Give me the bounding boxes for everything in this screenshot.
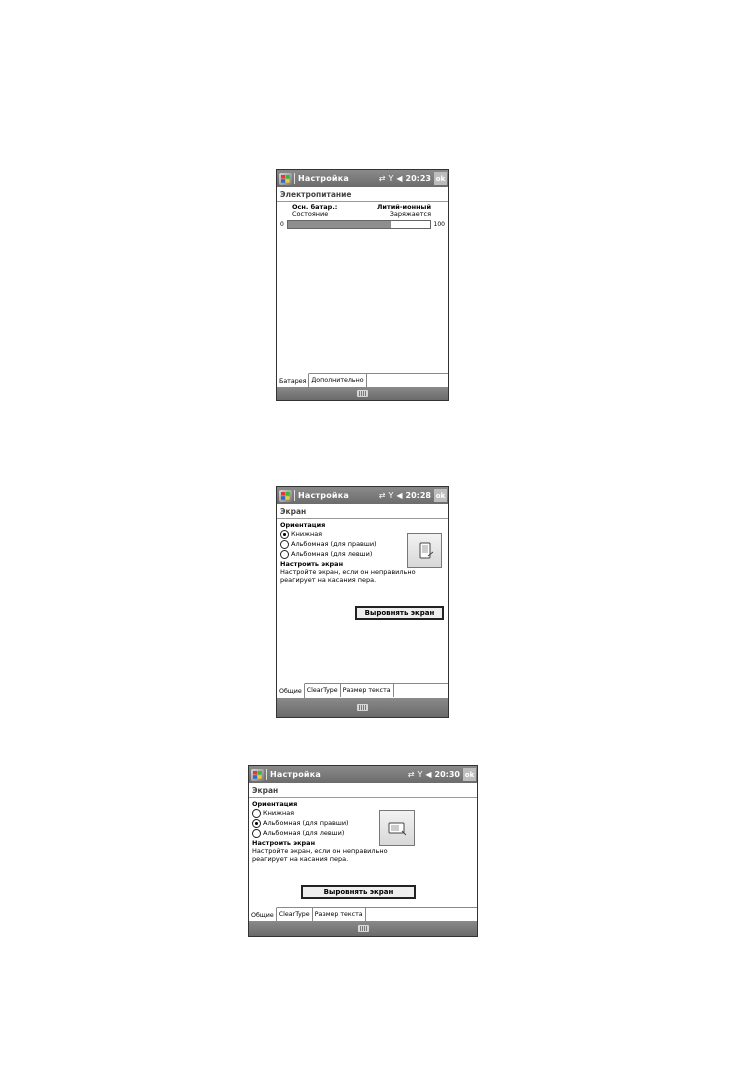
landscape-device-icon [386, 817, 408, 839]
tab-text-size[interactable]: Размер текста [341, 684, 394, 697]
tab-battery[interactable]: Батарея [277, 373, 309, 388]
signal-icon[interactable]: Y [417, 769, 423, 779]
clock-time[interactable]: 20:23 [405, 174, 431, 183]
ok-button[interactable]: ok [434, 489, 447, 502]
scale-min: 0 [280, 221, 284, 228]
orientation-preview-button[interactable] [379, 810, 415, 846]
title-separator [294, 490, 295, 501]
title-separator [266, 769, 267, 780]
section-title: Экран [249, 783, 477, 798]
battery-level-row [280, 220, 445, 229]
tab-strip [249, 907, 477, 921]
display-settings-landscape-screen [248, 765, 478, 937]
radio-button[interactable] [280, 550, 289, 559]
ok-button[interactable]: ok [434, 172, 447, 185]
radio-button[interactable] [280, 540, 289, 549]
clock-time[interactable]: 20:30 [434, 770, 460, 779]
sync-icon[interactable]: ⇄ [378, 173, 386, 183]
radio-button[interactable] [252, 829, 261, 838]
battery-type: Литий-ионный [377, 203, 431, 211]
keyboard-icon[interactable] [357, 390, 368, 397]
radio-button-selected[interactable] [252, 819, 261, 828]
radio-label: Альбомная (для левши) [263, 829, 345, 837]
radio-label: Книжная [263, 809, 295, 817]
section-title: Экран [277, 504, 448, 519]
title-bar [249, 766, 477, 783]
calibrate-text-1: Настройте экран, если он неправильно [280, 568, 416, 576]
menu-bar [249, 921, 477, 936]
calibrate-text-2: реагирует на касания пера. [252, 855, 349, 863]
orientation-label: Ориентация [280, 521, 326, 529]
volume-icon[interactable]: ◀ [396, 490, 403, 500]
calibrate-text-1: Настройте экран, если он неправильно [252, 847, 388, 855]
menu-bar [277, 387, 448, 400]
tab-strip [277, 373, 448, 387]
tab-cleartype[interactable]: ClearType [305, 684, 341, 697]
sync-icon[interactable]: ⇄ [407, 769, 415, 779]
battery-panel [277, 202, 448, 231]
radio-portrait[interactable] [252, 808, 474, 818]
display-panel [277, 519, 448, 679]
app-title: Настройка [298, 174, 349, 183]
title-bar [277, 170, 448, 187]
scale-max: 100 [433, 221, 445, 228]
calibrate-heading: Настроить экран [252, 839, 316, 847]
title-separator [294, 173, 295, 184]
display-panel [249, 798, 477, 908]
keyboard-icon[interactable] [357, 704, 368, 711]
radio-label: Книжная [291, 530, 323, 538]
radio-landscape-left[interactable] [252, 828, 474, 838]
windows-flag-icon[interactable] [251, 769, 264, 781]
tab-text-size[interactable]: Размер текста [313, 908, 366, 921]
keyboard-icon[interactable] [358, 925, 369, 932]
radio-button-selected[interactable] [280, 530, 289, 539]
portrait-device-icon [414, 540, 436, 562]
signal-icon[interactable]: Y [388, 490, 394, 500]
battery-status-row [280, 211, 445, 218]
app-title: Настройка [270, 770, 321, 779]
radio-label: Альбомная (для правши) [263, 819, 349, 827]
volume-icon[interactable]: ◀ [425, 769, 432, 779]
signal-icon[interactable]: Y [388, 173, 394, 183]
tab-cleartype[interactable]: ClearType [277, 908, 313, 921]
orientation-preview-button[interactable] [407, 533, 442, 568]
tab-advanced[interactable]: Дополнительно [309, 374, 366, 387]
clock-time[interactable]: 20:28 [405, 491, 431, 500]
tab-strip [277, 683, 448, 697]
status-value: Заряжается [389, 210, 431, 218]
battery-progress-fill [288, 221, 391, 228]
radio-landscape-right[interactable] [252, 818, 474, 828]
radio-label: Альбомная (для правши) [291, 540, 377, 548]
align-screen-button[interactable]: Выровнять экран [301, 885, 416, 899]
battery-progress-bar [287, 220, 431, 229]
align-screen-button[interactable]: Выровнять экран [355, 606, 444, 620]
calibrate-heading: Настроить экран [280, 560, 344, 568]
orientation-label: Ориентация [252, 800, 298, 808]
sync-icon[interactable]: ⇄ [378, 490, 386, 500]
tab-general[interactable]: Общие [249, 907, 277, 922]
menu-bar [277, 698, 448, 717]
battery-label: Осн. батар.: [292, 203, 338, 211]
section-title: Электропитание [277, 187, 448, 202]
radio-button[interactable] [252, 809, 261, 818]
ok-button[interactable]: ok [463, 768, 476, 781]
windows-flag-icon[interactable] [279, 173, 292, 185]
tab-general[interactable]: Общие [277, 683, 305, 698]
radio-label: Альбомная (для левши) [291, 550, 373, 558]
display-settings-portrait-screen [276, 486, 449, 718]
status-label: Состояние [292, 210, 329, 218]
windows-flag-icon[interactable] [279, 490, 292, 502]
title-bar [277, 487, 448, 504]
volume-icon[interactable]: ◀ [396, 173, 403, 183]
calibrate-text-2: реагирует на касания пера. [280, 576, 377, 584]
app-title: Настройка [298, 491, 349, 500]
power-settings-screen [276, 169, 449, 401]
